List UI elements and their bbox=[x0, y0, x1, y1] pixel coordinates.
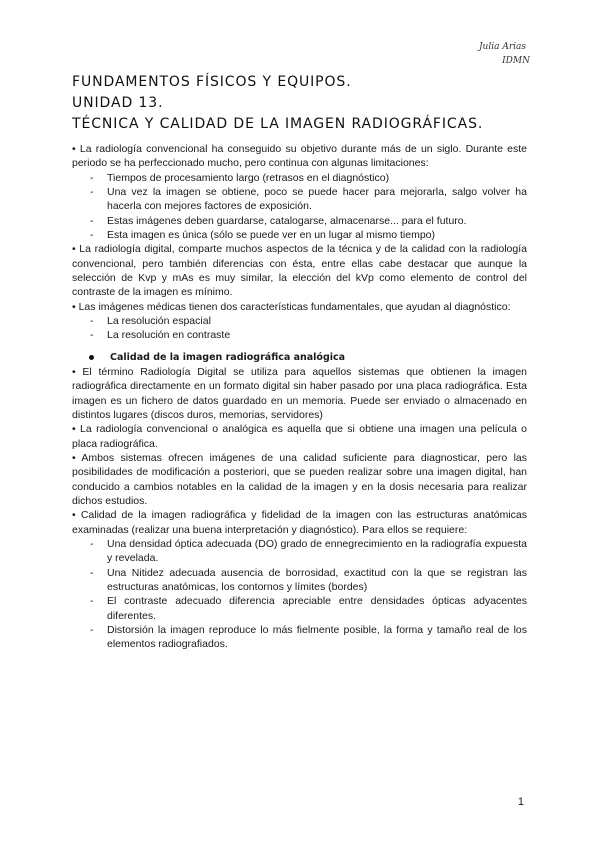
title-course: FUNDAMENTOS FÍSICOS Y EQUIPOS. bbox=[72, 74, 352, 90]
section-heading-text: Calidad de la imagen radiográfica analógica bbox=[110, 351, 346, 363]
intro-paragraph-2: • La radiología digital, comparte muchos aspectos de la técnica y de la calidad con la radiología convencional, pero también diferencias con ésta, entre ellas cabe destacar que aunque la selección de Kvp y mAs es muy similar, la elección del kVp como elemento de control del contraste de la imagen es mínimo. bbox=[72, 243, 527, 299]
characteristics-list bbox=[72, 314, 527, 343]
intro-paragraph-3: • Las imágenes médicas tienen dos características fundamentales, que ayudan al diagnóstico: bbox=[72, 300, 511, 313]
section-paragraph-4: • Calidad de la imagen radiográfica y fidelidad de la imagen con las estructuras anatómicas examinadas (realizar una buena interpretación y diagnóstico). Para ellos se requiere: bbox=[72, 509, 527, 536]
section-paragraph-1: • El término Radiología Digital se utiliza para aquellos sistemas que obtienen la imagen radiográfica directamente en un formato digital sin haber pasado por una placa radiográfica. Esta imagen es un fichero de datos guardado en un memoria. Puede ser enviado o almacenado en distintos lugares (discos duros, memorias, servidores) bbox=[72, 365, 527, 421]
list-item: - El contraste adecuado diferencia apreciable entre densidades ópticas adyacentes diferentes. bbox=[107, 594, 527, 623]
list-item: - Una Nitidez adecuada ausencia de borrosidad, exactitud con la que se registran las estructuras anatómicas, los contornos y límites (bordes) bbox=[107, 566, 527, 595]
title-block bbox=[72, 72, 532, 135]
limitations-list bbox=[72, 171, 527, 243]
list-item: - La resolución espacial bbox=[107, 314, 527, 328]
list-item: - Distorsión la imagen reproduce lo más fielmente posible, la forma y tamaño real de los elementos radiografiados. bbox=[107, 623, 527, 652]
intro-paragraph-1: • La radiología convencional ha conseguido su objetivo durante más de un siglo. Durante este periodo se ha perfeccionado mucho, pero continua con algunas limitaciones: bbox=[72, 143, 527, 170]
author-header bbox=[478, 40, 530, 68]
list-item: - Esta imagen es única (sólo se puede ver en un lugar al mismo tiempo) bbox=[107, 228, 527, 242]
title-unit: UNIDAD 13. bbox=[72, 95, 164, 111]
document-body bbox=[72, 142, 527, 652]
author-name: Julia Arias bbox=[478, 42, 526, 52]
title-topic: TÉCNICA Y CALIDAD DE LA IMAGEN RADIOGRÁFICAS. bbox=[72, 116, 484, 132]
list-item: - Tiempos de procesamiento largo (retrasos en el diagnóstico) bbox=[107, 171, 527, 185]
list-item: - Estas imágenes deben guardarse, catalogarse, almacenarse... para el futuro. bbox=[107, 214, 527, 228]
section-heading bbox=[72, 351, 527, 365]
requirements-list bbox=[72, 537, 527, 652]
institution-name: IDMN bbox=[502, 56, 530, 66]
list-item: - Una densidad óptica adecuada (DO) grado de ennegrecimiento en la radiografía expuesta y revelada. bbox=[107, 537, 527, 566]
section-paragraph-3: • Ambos sistemas ofrecen imágenes de una calidad suficiente para diagnosticar, pero las posibilidades de modificación a posteriori, que se pueden realizar sobre una imagen digital, han conducido a cambios notables en la calidad de la imagen y en la dosis necesaria para realizar dichos estudios. bbox=[72, 451, 527, 507]
list-item: - Una vez la imagen se obtiene, poco se puede hacer para mejorarla, salgo volver ha hacerla con mejores factores de exposición. bbox=[107, 185, 527, 214]
list-item: - La resolución en contraste bbox=[107, 328, 527, 342]
section-paragraph-2: • La radiología convencional o analógica es aquella que si obtiene una imagen una película o placa radiográfica. bbox=[72, 423, 527, 450]
bullet-icon bbox=[89, 355, 94, 360]
page-number: 1 bbox=[517, 796, 524, 808]
